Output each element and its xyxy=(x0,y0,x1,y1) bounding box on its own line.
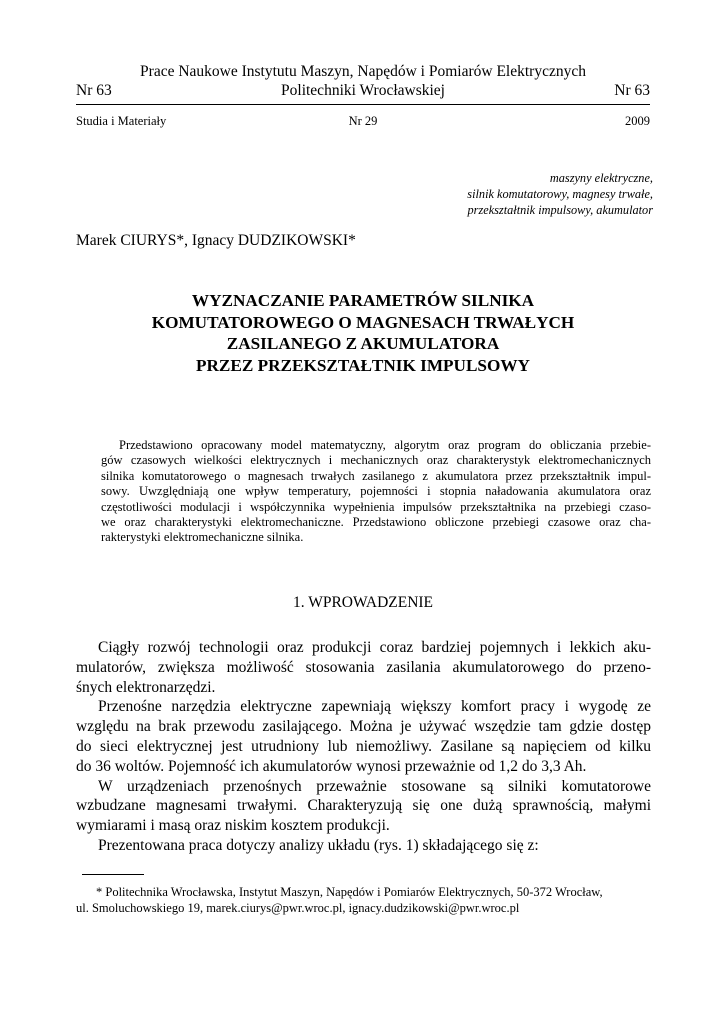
subseries-row xyxy=(76,113,650,129)
body-line: wzbudzane magnesami trwałymi. Charakteryzują się one dużą sprawnością, małymi xyxy=(76,797,651,815)
abstract-line: we oraz charakterystyki elektromechaniczne. Przedstawiono obliczone przebiegi czasowe oraz cha- xyxy=(101,515,651,530)
abstract-line: silnika komutatorowego o magnesach trwałych zasilanego z akumulatora przez przekształtnik impul- xyxy=(101,468,651,483)
title-line: KOMUTATOROWEGO O MAGNESACH TRWAŁYCH xyxy=(151,312,575,332)
keyword-line: maszyny elektryczne, xyxy=(549,171,653,185)
header-divider xyxy=(76,104,650,105)
body-line: do 36 woltów. Pojemność ich akumulatorów wynosi przeważnie od 1,2 do 3,3 Ah. xyxy=(76,757,587,775)
institution-name: Politechniki Wrocławskiej xyxy=(281,82,445,99)
journal-header-row xyxy=(76,82,650,100)
abstract-line: rakterystyki elektromechaniczne silnika. xyxy=(101,530,304,545)
keyword-line: silnik komutatorowy, magnesy trwałe, xyxy=(467,187,653,201)
section-heading: 1. WPROWADZENIE xyxy=(292,594,434,611)
footnote xyxy=(76,884,651,916)
footnote-divider xyxy=(82,874,144,875)
footnote-line: * Politechnika Wrocławska, Instytut Maszyn, Napędów i Pomiarów Elektrycznych, 50-372 Wrocław, xyxy=(96,885,603,899)
body-line: W urządzeniach przenośnych przeważnie stosowane są silniki komutatorowe xyxy=(98,777,651,795)
body-line: wymiarami i masą oraz niskim kosztem produkcji. xyxy=(76,817,390,835)
title-line: WYZNACZANIE PARAMETRÓW SILNIKA xyxy=(191,291,535,310)
body-line: do sieci elektrycznej jest utrudniony lub niemożliwy. Zasilane są napięciem od kilku xyxy=(76,737,651,755)
body-line: mulatorów, zwiększa możliwość stosowania zasilania akumulatorowego do przeno- xyxy=(76,658,651,676)
body-line: Ciągły rozwój technologii oraz produkcji coraz bardziej pojemnych i lekkich aku- xyxy=(98,639,651,656)
footnote-line: ul. Smoluchowskiego 19, marek.ciurys@pwr.wroc.pl, ignacy.dudzikowski@pwr.wroc.pl xyxy=(76,901,520,915)
keyword-line: przekształtnik impulsowy, akumulator xyxy=(467,203,653,217)
keywords xyxy=(467,170,653,218)
title-line: PRZEZ PRZEKSZTAŁTNIK IMPULSOWY xyxy=(196,355,530,375)
publication-year: 2009 xyxy=(625,114,650,128)
body-line: Prezentowana praca dotyczy analizy układu (rys. 1) składającego się z: xyxy=(98,836,539,854)
issue-number-left: Nr 63 xyxy=(76,82,112,99)
abstract-line: częstotliwości modulacji i współczynnika wypełnienia impulsów przekształtnika na przebiegi czaso- xyxy=(101,499,651,514)
abstract-line: gów czasowych wielkości elektrycznych i mechanicznych oraz charakterystyk elektromechanicznych xyxy=(101,453,651,468)
journal-series-title: Prace Naukowe Instytutu Maszyn, Napędów i Pomiarów Elektrycznych xyxy=(140,63,586,80)
abstract-line: Przedstawiono opracowany model matematyczny, algorytm oraz program do obliczania przebie- xyxy=(119,438,651,452)
abstract xyxy=(101,438,651,546)
authors: Marek CIURYS*, Ignacy DUDZIKOWSKI* xyxy=(76,232,356,249)
issue-number-right: Nr 63 xyxy=(614,82,650,99)
body-line: Przenośne narzędzia elektryczne zapewniają większy komfort pracy i wygodę ze xyxy=(98,698,651,716)
paper-title xyxy=(76,290,650,376)
title-line: ZASILANEGO Z AKUMULATORA xyxy=(226,334,500,353)
body-line: śnych elektronarzędzi. xyxy=(76,678,216,696)
body-text xyxy=(76,638,651,856)
body-line: względu na brak przewodu zasilającego. Można je używać wszędzie tam gdzie dostęp xyxy=(76,718,651,736)
abstract-line: sowy. Uwzględniają one wpływ temperatury, pojemności i stopnia naładowania akumulatora oraz xyxy=(101,484,651,499)
subseries-name: Studia i Materiały xyxy=(76,114,167,128)
subseries-number: Nr 29 xyxy=(348,114,378,128)
